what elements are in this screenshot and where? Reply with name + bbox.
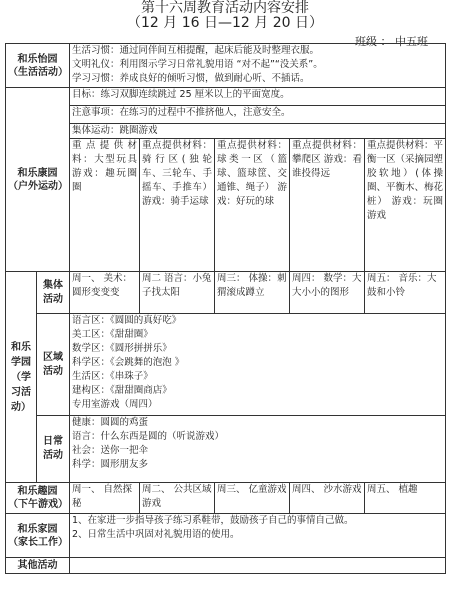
zone-cell: 重点提供材料：大型玩具 游戏：趣玩圈圈 xyxy=(70,139,140,272)
fun-title: 和乐趣园 xyxy=(17,486,58,497)
other-content xyxy=(70,558,446,574)
zone-cell: 重点提供材料：球类一区（篮球、篮球筐、交通锥、绳子） 游戏：好玩的球 xyxy=(215,139,290,272)
home-header xyxy=(6,514,70,558)
health-subtitle: （户外运动） xyxy=(8,180,68,192)
home-line: 1、在家进一步指导孩子练习系鞋带，鼓励孩子自己的事情自己做。 xyxy=(72,515,354,526)
health-header xyxy=(6,88,70,272)
area-item: 建构区：《甜甜圈商店》 xyxy=(72,385,172,396)
learning-daily-label: 日常活动 xyxy=(37,416,70,483)
other-header: 其他活动 xyxy=(6,558,70,574)
fun-day: 周三、 亿童游戏 xyxy=(215,483,290,514)
daily-item: 科学：圆形朋友多 xyxy=(72,459,149,470)
zone-cell: 重点提供材料：攀爬区 游戏：看谁投得远 xyxy=(290,139,365,272)
learning-daily-row xyxy=(6,416,446,483)
fun-header xyxy=(6,483,70,514)
daily-item: 健康：圆圆的鸡蛋 xyxy=(72,417,149,428)
learning-daily xyxy=(70,416,446,483)
class-label: 班级 ： 中五班 xyxy=(355,35,428,48)
health-notice: 注意事项：在练习的过程中不推挤他人，注意安全。 xyxy=(70,106,446,124)
group-day: 周一、 美术：圆形变变变 xyxy=(70,272,140,314)
home-row xyxy=(6,514,446,558)
home-line: 2、日常生活中巩固对礼貌用语的使用。 xyxy=(72,529,240,540)
area-item: 科学区：《会跳舞的泡泡 》 xyxy=(72,357,185,368)
learning-areas xyxy=(70,314,446,416)
home-subtitle: （家长工作） xyxy=(8,536,68,548)
health-goal: 目标：练习双脚连续跳过 25 厘米以上的平面宽度。 xyxy=(70,88,446,106)
area-item: 美工区：《甜甜圈》 xyxy=(72,329,153,340)
fun-row xyxy=(6,483,446,514)
learning-header: 和乐学园（学习活动） xyxy=(6,272,37,483)
learning-group-row xyxy=(6,272,446,314)
life-line: 学习习惯：养成良好的倾听习惯，做到耐心听、不插话。 xyxy=(72,73,310,84)
home-content xyxy=(70,514,446,558)
fun-day: 周四、 沙水游戏 xyxy=(290,483,365,514)
life-line: 文明礼仪：利用图示学习日常礼貌用语 “对不起”“没关系”。 xyxy=(72,59,323,70)
life-line: 生活习惯：通过同伴间互相提醒，起床后能及时整理衣服。 xyxy=(72,45,320,56)
group-day: 周四： 数学：大大小小的图形 xyxy=(290,272,365,314)
area-item: 生活区：《串珠子》 xyxy=(72,371,153,382)
health-zones-row xyxy=(6,139,446,272)
life-row xyxy=(6,44,446,88)
life-content xyxy=(70,44,446,88)
page-title: 第十六周教育活动内容安排 xyxy=(141,0,309,16)
health-title: 和乐康园 xyxy=(17,167,58,179)
other-row xyxy=(6,558,446,574)
zone-cell: 重点提供材料：骑行区(独轮车、三轮车、手摇车、手推车） 游戏：骑手运球 xyxy=(140,139,215,272)
fun-day: 周五、 植趣 xyxy=(365,483,446,514)
zone-cell: 重点提供材料：平衡一区（采摘园塑胶软地）(体操圈、平衡木、梅花桩） 游戏：玩圈游戏 xyxy=(365,139,446,272)
daily-item: 语言：什么东西是圆的（听说游戏） xyxy=(72,431,225,442)
life-subtitle: （生活活动） xyxy=(8,66,68,78)
health-group: 集体运动：跳圈游戏 xyxy=(70,124,446,139)
area-item: 专用室游戏（周四） xyxy=(72,399,158,410)
group-day: 周二 语言：小兔子找太阳 xyxy=(140,272,215,314)
life-header xyxy=(6,44,70,88)
learning-group-label: 集体活动 xyxy=(37,272,70,314)
learning-area-row xyxy=(6,314,446,416)
health-goal-row xyxy=(6,88,446,106)
daily-item: 社会：送你一把伞 xyxy=(72,445,149,456)
group-day: 周三： 体操：刺猬滚成蹲立 xyxy=(215,272,290,314)
life-title: 和乐怡园 xyxy=(17,53,58,65)
date-range: （12 月 16 日—12 月 20 日） xyxy=(127,15,323,31)
learning-area-label: 区域活动 xyxy=(37,314,70,416)
schedule-table xyxy=(5,43,446,574)
area-item: 语言区：《圆圆的真好吃》 xyxy=(72,315,182,326)
fun-day: 周一、 自然探秘 xyxy=(70,483,140,514)
fun-day: 周二、 公共区域游戏 xyxy=(140,483,215,514)
area-item: 数学区：《圆形拼拼乐》 xyxy=(72,343,172,354)
group-day: 周五： 音乐：大鼓和小铃 xyxy=(365,272,446,314)
fun-subtitle: （下午游戏） xyxy=(8,499,68,510)
home-title: 和乐家园 xyxy=(17,523,58,535)
